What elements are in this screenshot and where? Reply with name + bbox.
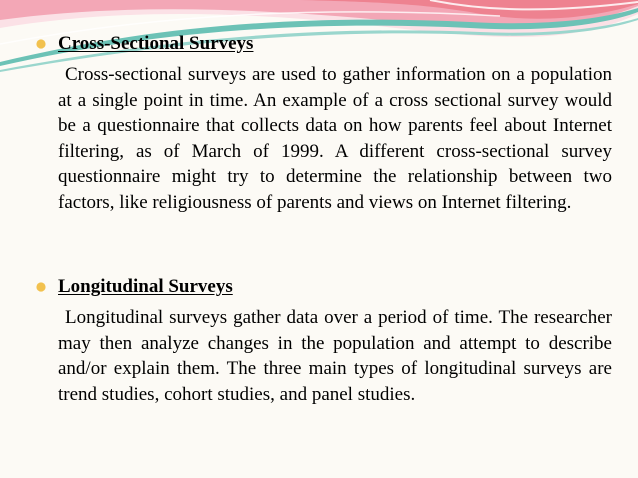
- section-body: Cross-sectional surveys are used to gather information on a population at a single point in time. An example of a cross sectional survey would be a questionnaire that collects data on how parents feel about Internet filtering, as of March of 1999. A different cross-sectional survey questionnaire might try to determine the relationship between two factors, like religiousness of parents and views on Internet filtering.: [58, 64, 612, 213]
- section-cross-sectional: [36, 32, 612, 215]
- section-heading: Longitudinal Surveys: [58, 276, 233, 297]
- section-body: Longitudinal surveys gather data over a period of time. The researcher may then analyze changes in the population and attempt to describe and/or explain them. The three main types of longitudinal surveys are trend studies, cohort studies, and panel studies.: [58, 307, 612, 405]
- section-longitudinal: [36, 275, 612, 407]
- heading-row: [36, 32, 612, 56]
- section-heading: Cross-Sectional Surveys: [58, 33, 254, 54]
- heading-row: [36, 275, 612, 299]
- circle-bullet-icon: [36, 282, 46, 292]
- circle-bullet-icon: [36, 39, 46, 49]
